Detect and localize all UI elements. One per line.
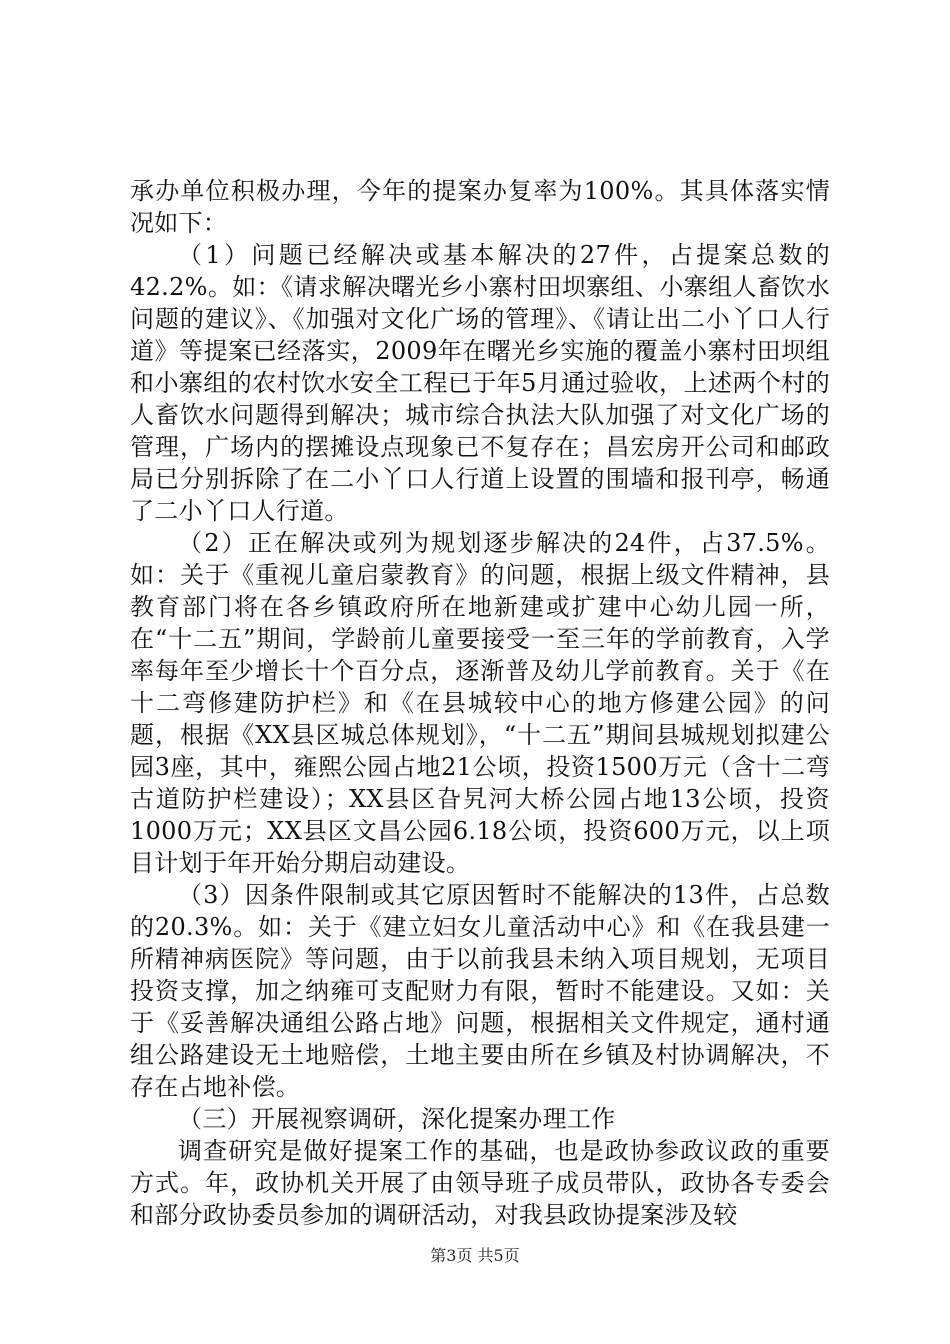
paragraph-research: 调查研究是做好提案工作的基础，也是政协参政议政的重要方式。年，政协机关开展了由领导班子成员带队，政协各专委会和部分政协委员参加的调研活动，对我县政协提案涉及较 [130,1137,830,1229]
section-heading: （三）开展视察调研，深化提案办理工作 [178,1105,616,1133]
document-body [130,175,830,1231]
paragraph-item-2: （2）正在解决或列为规划逐步解决的24件，占37.5%。如：关于《重视儿童启蒙教育》的问题，根据上级文件精神，县教育部门将在各乡镇政府所在地新建或扩建中心幼儿园一所，在“十二五”期间，学龄前儿童要接受一至三年的学前教育，入学率每年至少增长十个百分点，逐渐普及幼儿学前教育。关于《在十二弯修建防护栏》和《在县城较中心的地方修建公园》的问题，根据《XX县区城总体规划》，“十二五”期间县城规划拟建公园3座，其中，雍熙公园占地21公顷，投资1500万元（含十二弯古道防护栏建设）；XX县区旮旯河大桥公园占地13公顷，投资1000万元；XX县区文昌公园6.18公顷，投资600万元，以上项目计划于年开始分期启动建设。 [130,529,830,877]
paragraph-item-1: （1）问题已经解决或基本解决的27件，占提案总数的42.2%。如：《请求解决曙光乡小寨村田坝寨组、小寨组人畜饮水问题的建议》、《加强对文化广场的管理》、《请让出二小丫口人行道》等提案已经落实，2009年在曙光乡实施的覆盖小寨村田坝组和小寨组的农村饮水安全工程已于年5月通过验收，上述两个村的人畜饮水问题得到解决；城市综合执法大队加强了对文化广场的管理，广场内的摆摊设点现象已不复存在；昌宏房开公司和邮政局已分别拆除了在二小丫口人行道上设置的围墙和报刊亭，畅通了二小丫口人行道。 [130,241,830,525]
paragraph-intro: 承办单位积极办理，今年的提案办复率为100%。其具体落实情况如下： [130,177,830,237]
page-footer: 第3页 共5页 [430,1246,520,1265]
paragraph-item-3: （3）因条件限制或其它原因暂时不能解决的13件，占总数的20.3%。如：关于《建立妇女儿童活动中心》和《在我县建一所精神病医院》等问题，由于以前我县未纳入项目规划，无项目投资支撑，加之纳雍可支配财力有限，暂时不能建设。又如：关于《妥善解决通组公路占地》问题，根据相关文件规定，通村通组公路建设无土地赔偿，土地主要由所在乡镇及村协调解决，不存在占地补偿。 [130,881,830,1101]
